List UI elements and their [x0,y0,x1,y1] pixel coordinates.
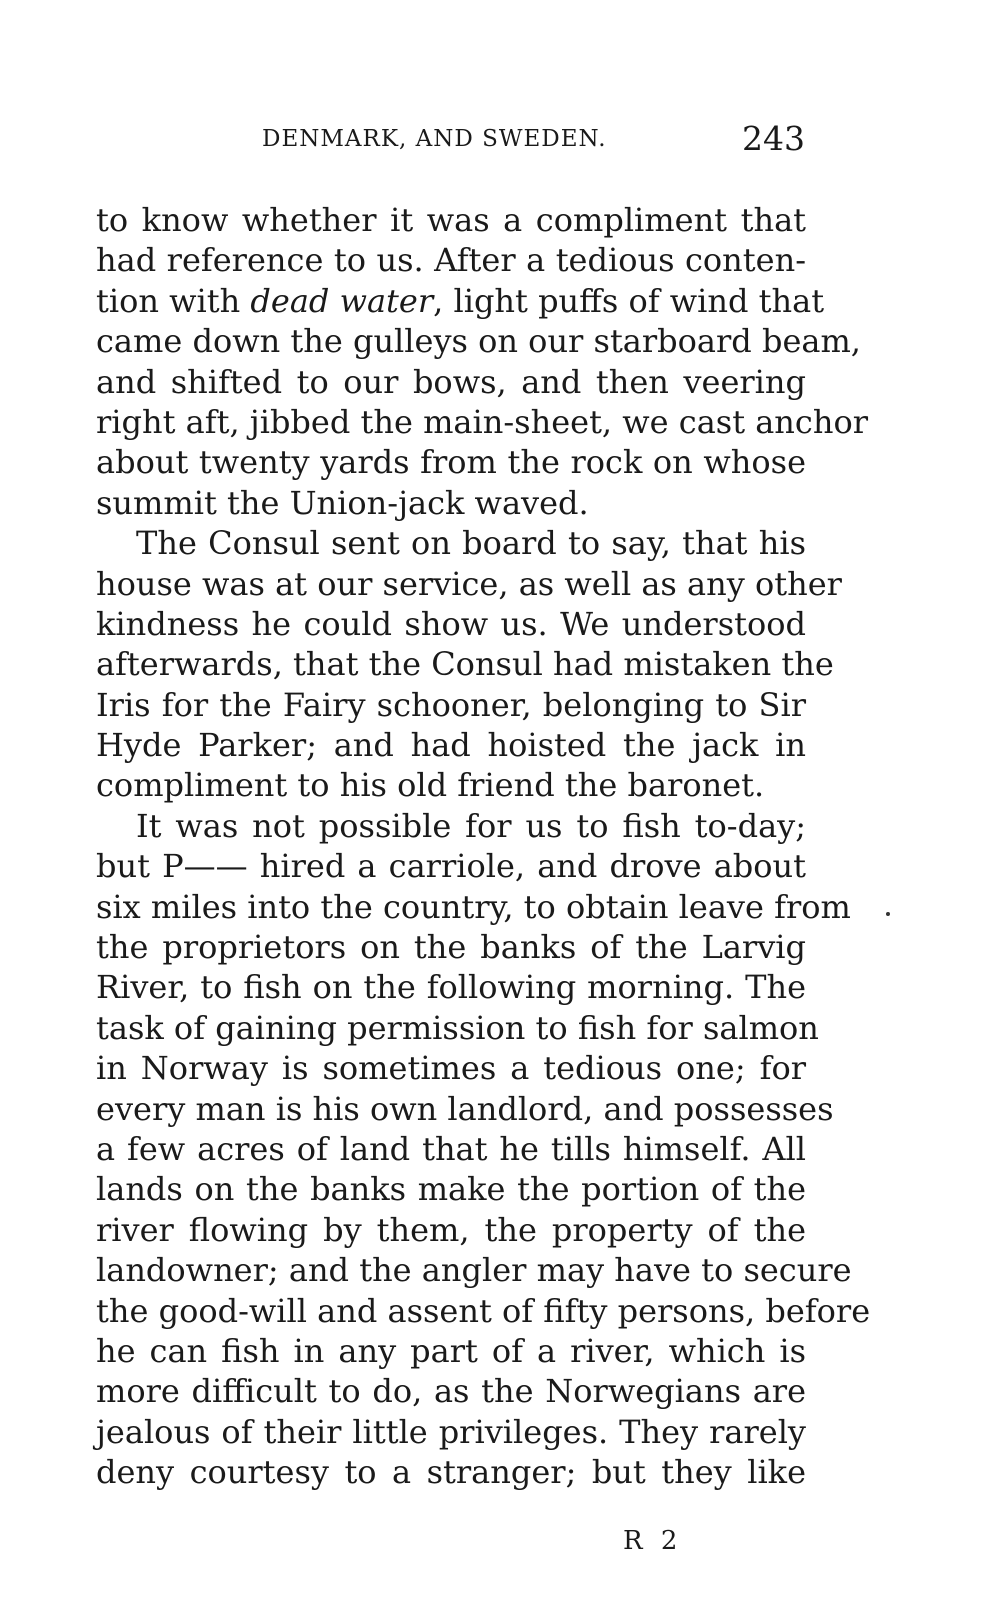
text-line: kindness he could show us. We understood [96,604,806,643]
text-line: to know whether it was a compliment that [96,201,806,239]
text-line: jealous of their little privileges. They rarely [96,1412,806,1451]
text-line: River, to fish on the following morning. The [96,968,806,1007]
text-line: afterwards, that the Consul had mistaken the [96,645,834,684]
text-line: about twenty yards from the rock on whose [96,443,806,482]
text-line: the good-will and assent of fifty persons, before [96,1291,871,1330]
text-line: deny courtesy to a stranger; but they like [96,1453,806,1492]
text-line: he can fish in any part of a river, which is [96,1331,806,1370]
signature-mark: R 2 [623,1526,683,1556]
page-number: 243 [742,119,805,158]
running-head: DENMARK, AND SWEDEN. [262,126,607,152]
ink-speck [886,912,890,916]
italic-phrase: dead water [250,281,434,320]
text-line: came down the gulleys on our starboard beam, [96,322,861,361]
text-line: every man is his own landlord, and possesses [96,1089,834,1128]
text-line: house was at our service, as well as any other [96,564,842,603]
text-line: task of gaining permission to fish for salmon [96,1008,819,1047]
text-line-italic-phrase: tion with dead water, light puffs of wind that [96,281,825,320]
text-line: river flowing by them, the property of the [96,1210,806,1249]
text-line: six miles into the country, to obtain leave from [96,887,851,926]
text-line: lands on the banks make the portion of the [96,1170,806,1209]
text-line: right aft, jibbed the main-sheet, we cast anchor [96,402,868,441]
text-line: had reference to us. After a tedious conten- [96,241,806,280]
text-line: summit the Union-jack waved. [96,483,589,522]
text-line: in Norway is sometimes a tedious one; for [96,1049,806,1088]
text-line: more difficult to do, as the Norwegians are [96,1372,806,1411]
text-line: but P—— hired a carriole, and drove about [96,847,806,886]
paragraph-start-line: The Consul sent on board to say, that his [136,524,806,563]
text-line: a few acres of land that he tills himself. All [96,1129,806,1168]
body-text [96,200,871,1493]
text-line: landowner; and the angler may have to secure [96,1251,852,1290]
text-line: Hyde Parker; and had hoisted the jack in [96,726,806,765]
text-line: Iris for the Fairy schooner, belonging to Sir [96,685,806,724]
text-line: the proprietors on the banks of the Larvig [96,928,806,967]
paragraph-start-line: It was not possible for us to fish to-day; [136,806,806,845]
text-line: and shifted to our bows, and then veering [96,362,806,401]
text-line: compliment to his old friend the baronet. [96,766,765,805]
